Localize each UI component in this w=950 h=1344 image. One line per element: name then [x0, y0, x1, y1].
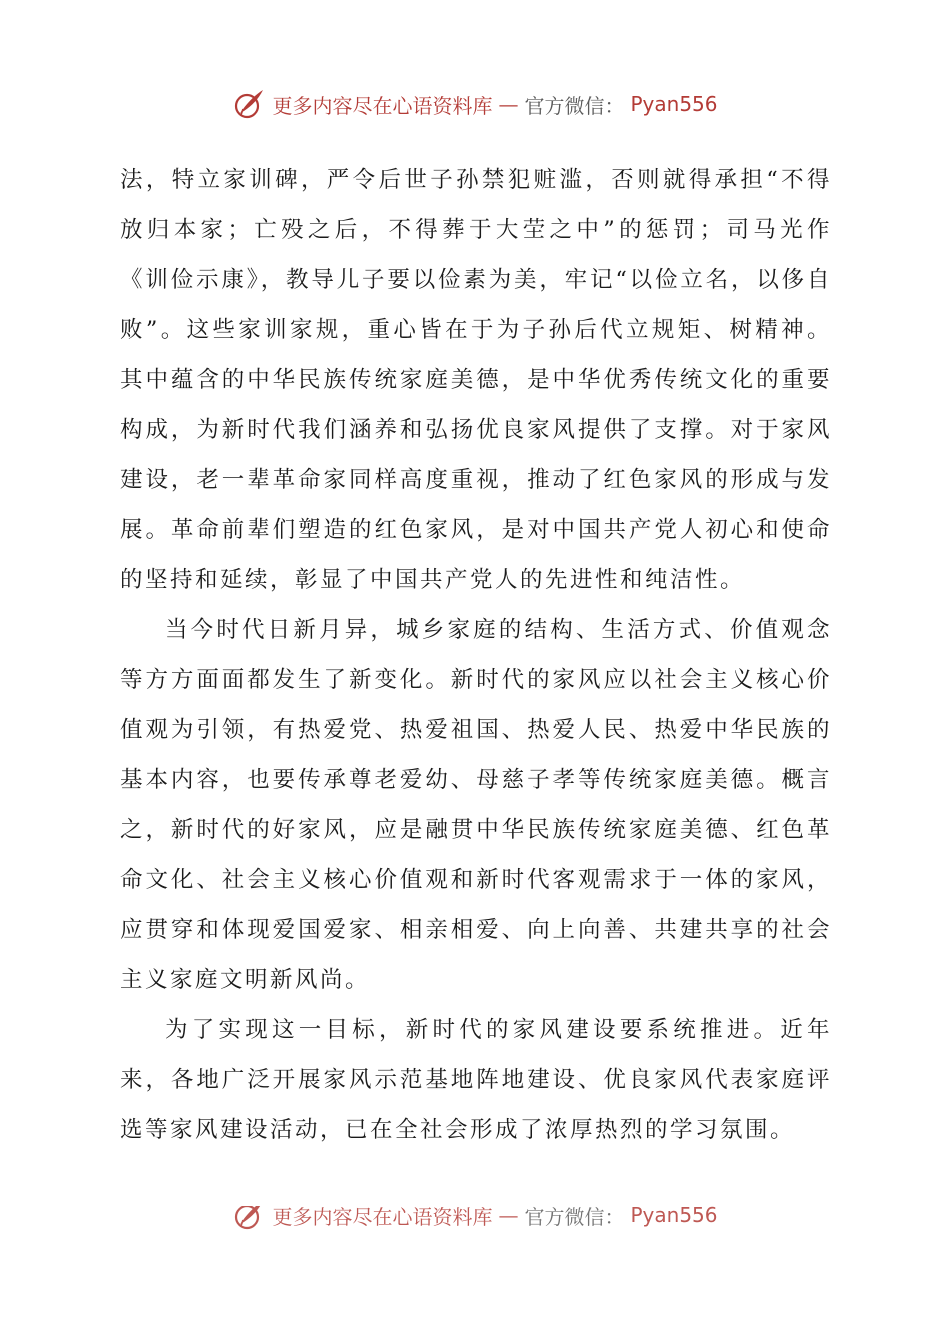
article-body	[120, 155, 832, 1155]
quill-logo-icon	[232, 1206, 266, 1232]
watermark-wechat-id: Pyan556	[630, 1206, 718, 1227]
footer-watermark	[0, 1206, 950, 1240]
watermark-official-label: 官方微信：	[524, 93, 625, 118]
watermark-main-text: 更多内容尽在心语资料库	[272, 1206, 493, 1229]
paragraph-3: 为了实现这一目标，新时代的家风建设要系统推进。近年来，各地广泛开展家风示范基地阵地建设、优良家风代表家庭评选等家风建设活动，已在全社会形成了浓厚热烈的学习氛围。	[120, 1017, 832, 1143]
quill-logo-icon	[232, 87, 266, 121]
watermark-official-label: 官方微信：	[524, 1206, 625, 1229]
watermark-separator: —	[498, 1206, 519, 1227]
watermark-main-text: 更多内容尽在心语资料库	[272, 93, 493, 118]
paragraph-2: 当今时代日新月异，城乡家庭的结构、生活方式、价值观念等方方面面都发生了新变化。新时代的家风应以社会主义核心价值观为引领，有热爱党、热爱祖国、热爱人民、热爱中华民族的基本内容，也要传承尊老爱幼、母慈子孝等传统家庭美德。概言之，新时代的好家风，应是融贯中华民族传统家庭美德、红色革命文化、社会主义核心价值观和新时代客观需求于一体的家风，应贯穿和体现爱国爱家、相亲相爱、向上向善、共建共享的社会主义家庭文明新风尚。	[120, 617, 832, 993]
watermark-wechat-id: Pyan556	[630, 92, 718, 116]
header-watermark	[0, 84, 950, 124]
watermark-separator: —	[498, 92, 519, 116]
paragraph-1: 法，特立家训碑，严令后世子孙禁犯赃滥，否则就得承担“不得放归本家；亡殁之后，不得葬于大茔之中”的惩罚；司马光作《训俭示康》，教导儿子要以俭素为美，牢记“以俭立名，以侈自败”。这些家训家规，重心皆在于为子孙后代立规矩、树精神。其中蕴含的中华民族传统家庭美德，是中华优秀传统文化的重要构成，为新时代我们涵养和弘扬优良家风提供了支撑。对于家风建设，老一辈革命家同样高度重视，推动了红色家风的形成与发展。革命前辈们塑造的红色家风，是对中国共产党人初心和使命的坚持和延续，彰显了中国共产党人的先进性和纯洁性。	[120, 167, 832, 593]
